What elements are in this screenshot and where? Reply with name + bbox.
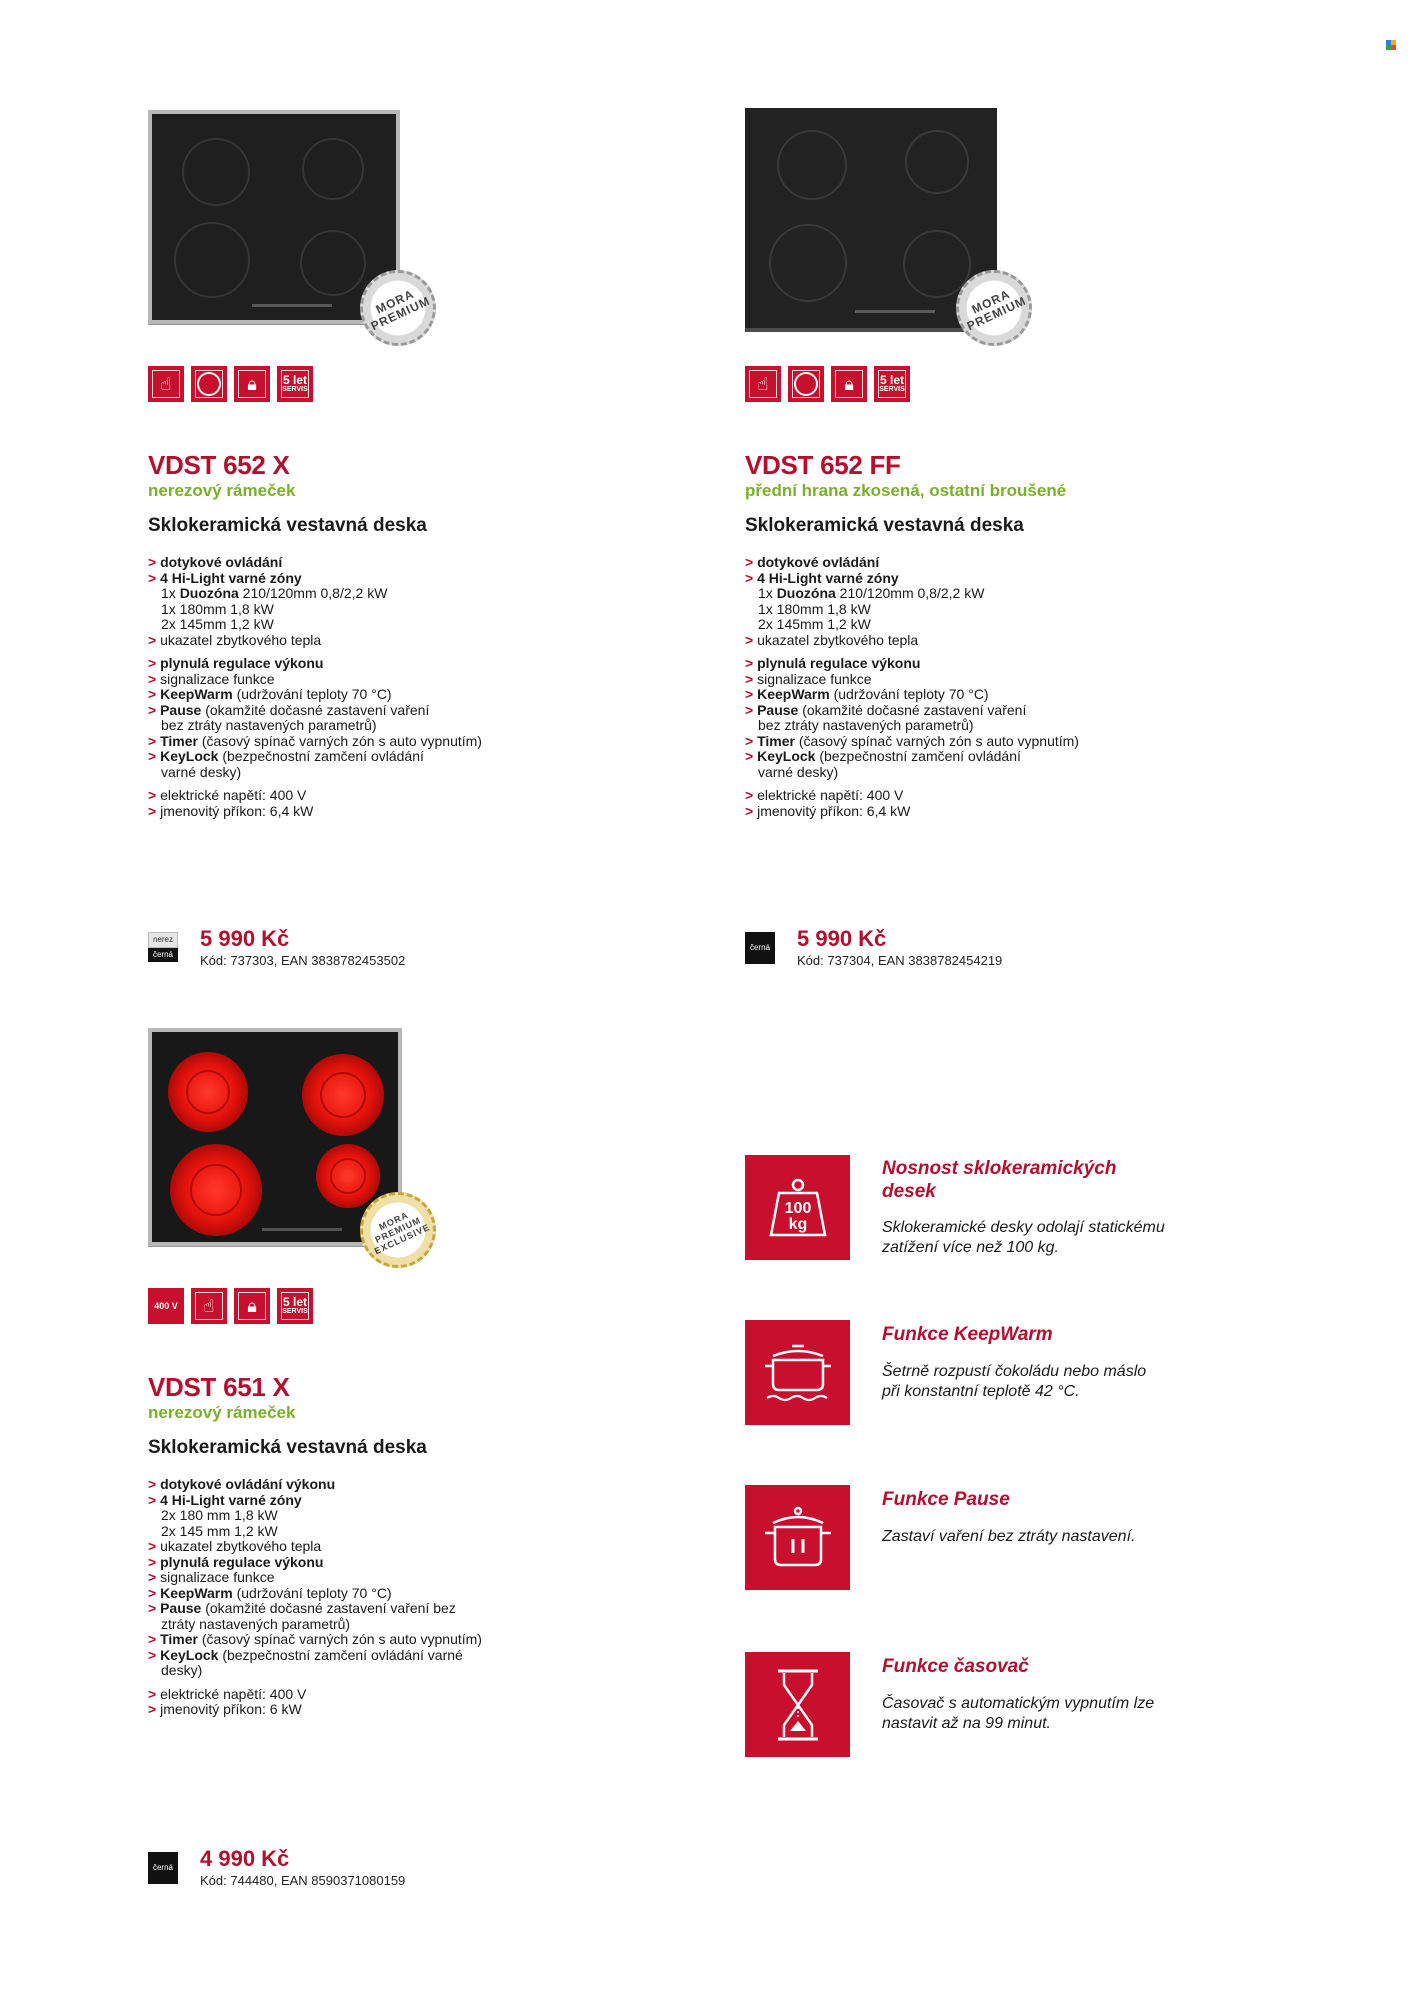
- spec-item: [745, 687, 1079, 703]
- spec-item: [148, 788, 482, 804]
- spec-item: [745, 555, 1079, 571]
- spec-item: [148, 1601, 482, 1617]
- spec-subitem: [148, 1617, 482, 1633]
- pot-keepwarm-icon: [745, 1320, 850, 1425]
- spec-item: [148, 1702, 482, 1718]
- chevron-right-icon: >: [745, 802, 758, 819]
- corner-logo-icon: [1386, 40, 1396, 50]
- chevron-right-icon: >: [148, 686, 161, 702]
- spec-bold: Timer: [757, 732, 795, 749]
- feature-description: Sklokeramické desky odolají statickému zatížení více než 100 kg.: [882, 1219, 1165, 1256]
- spec-text: 2x 145 mm 1,2 kW: [161, 1522, 278, 1539]
- spec-item: [148, 1586, 482, 1602]
- model-variant: přední hrana zkosená, ostatní broušené: [745, 481, 1067, 500]
- touch-control-icon: ☝: [148, 366, 184, 402]
- spec-bold: plynulá regulace výkonu: [160, 655, 324, 671]
- spec-item: [745, 571, 1079, 587]
- spec-item: [148, 734, 482, 750]
- chevron-right-icon: >: [148, 1584, 161, 1601]
- spec-text: bez ztráty nastavených parametrů): [758, 717, 974, 733]
- chevron-right-icon: >: [148, 1569, 161, 1585]
- spec-item: [148, 555, 482, 571]
- spec-text: ukazatel zbytkového tepla: [757, 631, 919, 648]
- spec-text: ukazatel zbytkového tepla: [160, 1538, 322, 1554]
- feature-description: Časovač s automatickým vypnutím lze nastavit až na 99 minut.: [882, 1695, 1155, 1732]
- spec-subitem: [148, 602, 482, 618]
- chevron-right-icon: >: [148, 802, 161, 819]
- spec-text: (okamžité dočasné zastavení vaření: [798, 701, 1027, 718]
- touch-control-icon: ☝: [745, 366, 781, 402]
- spec-bold: KeyLock: [160, 748, 219, 764]
- svg-text:100: 100: [784, 1199, 811, 1217]
- spec-text: 1x: [758, 585, 777, 601]
- spec-subitem: [745, 586, 1079, 602]
- touch-control-icon: ☝: [191, 1288, 227, 1324]
- chevron-right-icon: >: [745, 787, 758, 803]
- model-variant: nerezový rámeček: [148, 1403, 296, 1422]
- product-code: Kód: 744480, EAN 8590371080159: [200, 1873, 406, 1888]
- spec-list: [745, 555, 1079, 819]
- chevron-right-icon: >: [745, 569, 758, 586]
- svg-text:kg: kg: [788, 1215, 807, 1233]
- product-type: Sklokeramická vestavná deska: [148, 515, 427, 536]
- premium-badge: MORA PREMIUM: [360, 270, 436, 346]
- premium-badge: MORA PREMIUM: [956, 270, 1032, 346]
- chevron-right-icon: >: [148, 1553, 161, 1570]
- chevron-right-icon: >: [148, 655, 161, 671]
- color-swatch-cerna: černá: [745, 932, 775, 964]
- spec-subitem: [745, 617, 1079, 633]
- spec-subitem: [148, 1508, 482, 1524]
- spec-text: (bezpečnostní zamčení ovládání varné: [218, 1646, 463, 1663]
- spec-subitem: [148, 718, 482, 734]
- spec-subitem: [745, 602, 1079, 618]
- chevron-right-icon: >: [148, 554, 161, 570]
- spec-bold: dotykové ovládání: [757, 554, 880, 570]
- spec-text: (udržování teploty 70 °C): [829, 686, 989, 702]
- model-name: VDST 651 X: [148, 1372, 290, 1402]
- spec-subitem: [148, 765, 482, 781]
- spec-bold: Pause: [757, 701, 799, 718]
- spec-item: [148, 1539, 482, 1555]
- feature-title: Nosnost sklokeramických desek: [882, 1158, 1117, 1202]
- feature-title: Funkce časovač: [882, 1656, 1029, 1677]
- spec-bold: KeepWarm: [160, 686, 233, 702]
- product-code: Kód: 737304, EAN 3838782454219: [797, 953, 1003, 968]
- spec-bold: Pause: [160, 701, 202, 718]
- spec-text: signalizace funkce: [160, 670, 275, 687]
- spec-text: 2x 180 mm 1,8 kW: [161, 1507, 278, 1523]
- chevron-right-icon: >: [745, 748, 758, 764]
- spec-text: desky): [161, 1662, 203, 1678]
- spec-item: [745, 788, 1079, 804]
- spec-item: [148, 749, 482, 765]
- price: 5 990 Kč: [797, 926, 887, 951]
- spec-item: [148, 633, 482, 649]
- spec-text: (časový spínač varných zón s auto vypnutím): [197, 732, 482, 749]
- spec-text: bez ztráty nastavených parametrů): [161, 717, 377, 733]
- spec-subitem: [745, 765, 1079, 781]
- keylock-icon: 🔒︎: [234, 1288, 270, 1324]
- spec-text: signalizace funkce: [757, 670, 872, 687]
- spec-bold: Pause: [160, 1600, 202, 1616]
- spec-text: 1x 180mm 1,8 kW: [161, 600, 274, 617]
- model-name: VDST 652 FF: [745, 450, 901, 480]
- spec-item: [148, 1477, 482, 1493]
- chevron-right-icon: >: [148, 787, 161, 803]
- price: 4 990 Kč: [200, 1846, 290, 1871]
- chevron-right-icon: >: [745, 655, 758, 671]
- feature-description: Šetrně rozpustí čokoládu nebo máslo při konstantní teplotě 42 °C.: [882, 1363, 1147, 1400]
- premium-exclusive-badge: MORA PREMIUM EXCLUSIVE: [360, 1192, 436, 1268]
- spec-subitem: [148, 1663, 482, 1679]
- spec-item: [745, 703, 1079, 719]
- duozone-icon: [788, 366, 824, 402]
- duozone-icon: [191, 366, 227, 402]
- spec-item: [745, 656, 1079, 672]
- chevron-right-icon: >: [148, 670, 161, 687]
- hourglass-icon: [745, 1652, 850, 1757]
- chevron-right-icon: >: [148, 732, 161, 749]
- spec-subitem: [148, 617, 482, 633]
- color-swatch-nerez: nerez: [148, 932, 178, 948]
- spec-subitem: [745, 718, 1079, 734]
- chevron-right-icon: >: [745, 686, 758, 702]
- chevron-right-icon: >: [148, 1600, 161, 1616]
- spec-bold: plynulá regulace výkonu: [160, 1553, 324, 1570]
- chevron-right-icon: >: [148, 748, 161, 764]
- spec-item: [745, 804, 1079, 820]
- chevron-right-icon: >: [148, 569, 161, 586]
- spec-text: 2x 145mm 1,2 kW: [758, 616, 871, 632]
- spec-bold: plynulá regulace výkonu: [757, 655, 921, 671]
- spec-item: [745, 734, 1079, 750]
- spec-bold: dotykové ovládání: [160, 554, 283, 570]
- weight-100kg-icon: [745, 1155, 850, 1260]
- spec-item: [745, 749, 1079, 765]
- spec-subitem: [148, 1524, 482, 1540]
- chevron-right-icon: >: [745, 554, 758, 570]
- chevron-right-icon: >: [148, 1538, 161, 1554]
- spec-text: jmenovitý příkon: 6 kW: [160, 1701, 302, 1717]
- spec-item: [745, 672, 1079, 688]
- chevron-right-icon: >: [148, 701, 161, 718]
- spec-item: [148, 672, 482, 688]
- spec-bold: 4 Hi-Light varné zóny: [160, 1491, 302, 1508]
- spec-subitem: [148, 586, 482, 602]
- spec-bold: 4 Hi-Light varné zóny: [160, 569, 302, 586]
- spec-text: 2x 145mm 1,2 kW: [161, 616, 274, 632]
- spec-item: [148, 656, 482, 672]
- spec-item: [148, 1493, 482, 1509]
- spec-bold: Duozóna: [776, 585, 836, 601]
- product-type: Sklokeramická vestavná deska: [148, 1437, 427, 1458]
- spec-item: [148, 1632, 482, 1648]
- warranty-5-years-icon: 5 let SERVIS: [277, 366, 313, 402]
- warranty-5-years-icon: 5 let SERVIS: [874, 366, 910, 402]
- spec-text: jmenovitý příkon: 6,4 kW: [757, 802, 911, 819]
- spec-text: (časový spínač varných zón s auto vypnutím): [197, 1631, 482, 1647]
- spec-bold: Timer: [160, 732, 198, 749]
- spec-item: [148, 687, 482, 703]
- feature-title: Funkce Pause: [882, 1489, 1010, 1510]
- spec-bold: Timer: [160, 1631, 198, 1647]
- spec-item: [148, 804, 482, 820]
- voltage-400v-icon: 400 V: [148, 1288, 184, 1324]
- feature-description: Zastaví vaření bez ztráty nastavení.: [882, 1528, 1136, 1545]
- spec-text: 1x: [161, 585, 180, 601]
- chevron-right-icon: >: [745, 732, 758, 749]
- spec-text: (okamžité dočasné zastavení vaření bez: [201, 1600, 456, 1616]
- pot-pause-icon: [745, 1485, 850, 1590]
- spec-text: (bezpečnostní zamčení ovládání: [815, 748, 1021, 764]
- spec-bold: KeyLock: [160, 1646, 219, 1663]
- model-name: VDST 652 X: [148, 450, 290, 480]
- spec-list: [148, 555, 482, 819]
- spec-bold: KeepWarm: [757, 686, 830, 702]
- spec-item: [148, 1555, 482, 1571]
- spec-item: [148, 571, 482, 587]
- spec-bold: KeepWarm: [160, 1584, 233, 1601]
- product-code: Kód: 737303, EAN 3838782453502: [200, 953, 406, 968]
- price: 5 990 Kč: [200, 926, 290, 951]
- spec-item: [148, 1687, 482, 1703]
- chevron-right-icon: >: [148, 1631, 161, 1647]
- warranty-5-years-icon: 5 let SERVIS: [277, 1288, 313, 1324]
- spec-bold: dotykové ovládání výkonu: [160, 1476, 336, 1492]
- spec-item: [148, 1570, 482, 1586]
- spec-text: varné desky): [161, 763, 242, 780]
- spec-text: elektrické napětí: 400 V: [757, 787, 904, 803]
- keylock-icon: 🔒︎: [234, 366, 270, 402]
- color-swatch-cerna: černá: [148, 1852, 178, 1884]
- spec-bold: Duozóna: [179, 585, 239, 601]
- color-swatches: [745, 932, 775, 964]
- color-swatches: [148, 1852, 178, 1884]
- spec-text: 210/120mm 0,8/2,2 kW: [835, 585, 985, 601]
- spec-text: ukazatel zbytkového tepla: [160, 631, 322, 648]
- chevron-right-icon: >: [148, 1701, 161, 1717]
- spec-text: (okamžité dočasné zastavení vaření: [201, 701, 430, 718]
- color-swatch-cerna: černá: [148, 948, 178, 962]
- spec-text: jmenovitý příkon: 6,4 kW: [160, 802, 314, 819]
- keylock-icon: 🔒︎: [831, 366, 867, 402]
- chevron-right-icon: >: [745, 701, 758, 718]
- model-variant: nerezový rámeček: [148, 481, 296, 500]
- feature-title: Funkce KeepWarm: [882, 1324, 1053, 1345]
- spec-list: [148, 1477, 482, 1718]
- chevron-right-icon: >: [148, 1685, 161, 1702]
- spec-item: [745, 633, 1079, 649]
- chevron-right-icon: >: [745, 631, 758, 648]
- spec-text: (udržování teploty 70 °C): [232, 686, 392, 702]
- spec-text: (udržování teploty 70 °C): [232, 1584, 392, 1601]
- spec-text: signalizace funkce: [160, 1569, 275, 1585]
- spec-text: (časový spínač varných zón s auto vypnutím): [794, 732, 1079, 749]
- spec-item: [148, 703, 482, 719]
- chevron-right-icon: >: [148, 1476, 161, 1492]
- spec-text: elektrické napětí: 400 V: [160, 1685, 307, 1702]
- spec-bold: KeyLock: [757, 748, 816, 764]
- chevron-right-icon: >: [745, 670, 758, 687]
- spec-text: 1x 180mm 1,8 kW: [758, 600, 871, 617]
- product-type: Sklokeramická vestavná deska: [745, 515, 1024, 536]
- spec-text: ztráty nastavených parametrů): [161, 1615, 351, 1632]
- spec-text: (bezpečnostní zamčení ovládání: [218, 748, 424, 764]
- spec-text: varné desky): [758, 763, 839, 780]
- spec-item: [148, 1648, 482, 1664]
- chevron-right-icon: >: [148, 1491, 161, 1508]
- chevron-right-icon: >: [148, 631, 161, 648]
- spec-text: 210/120mm 0,8/2,2 kW: [238, 585, 388, 601]
- chevron-right-icon: >: [148, 1646, 161, 1663]
- color-swatches: [148, 932, 178, 962]
- spec-bold: 4 Hi-Light varné zóny: [757, 569, 899, 586]
- spec-text: elektrické napětí: 400 V: [160, 787, 307, 803]
